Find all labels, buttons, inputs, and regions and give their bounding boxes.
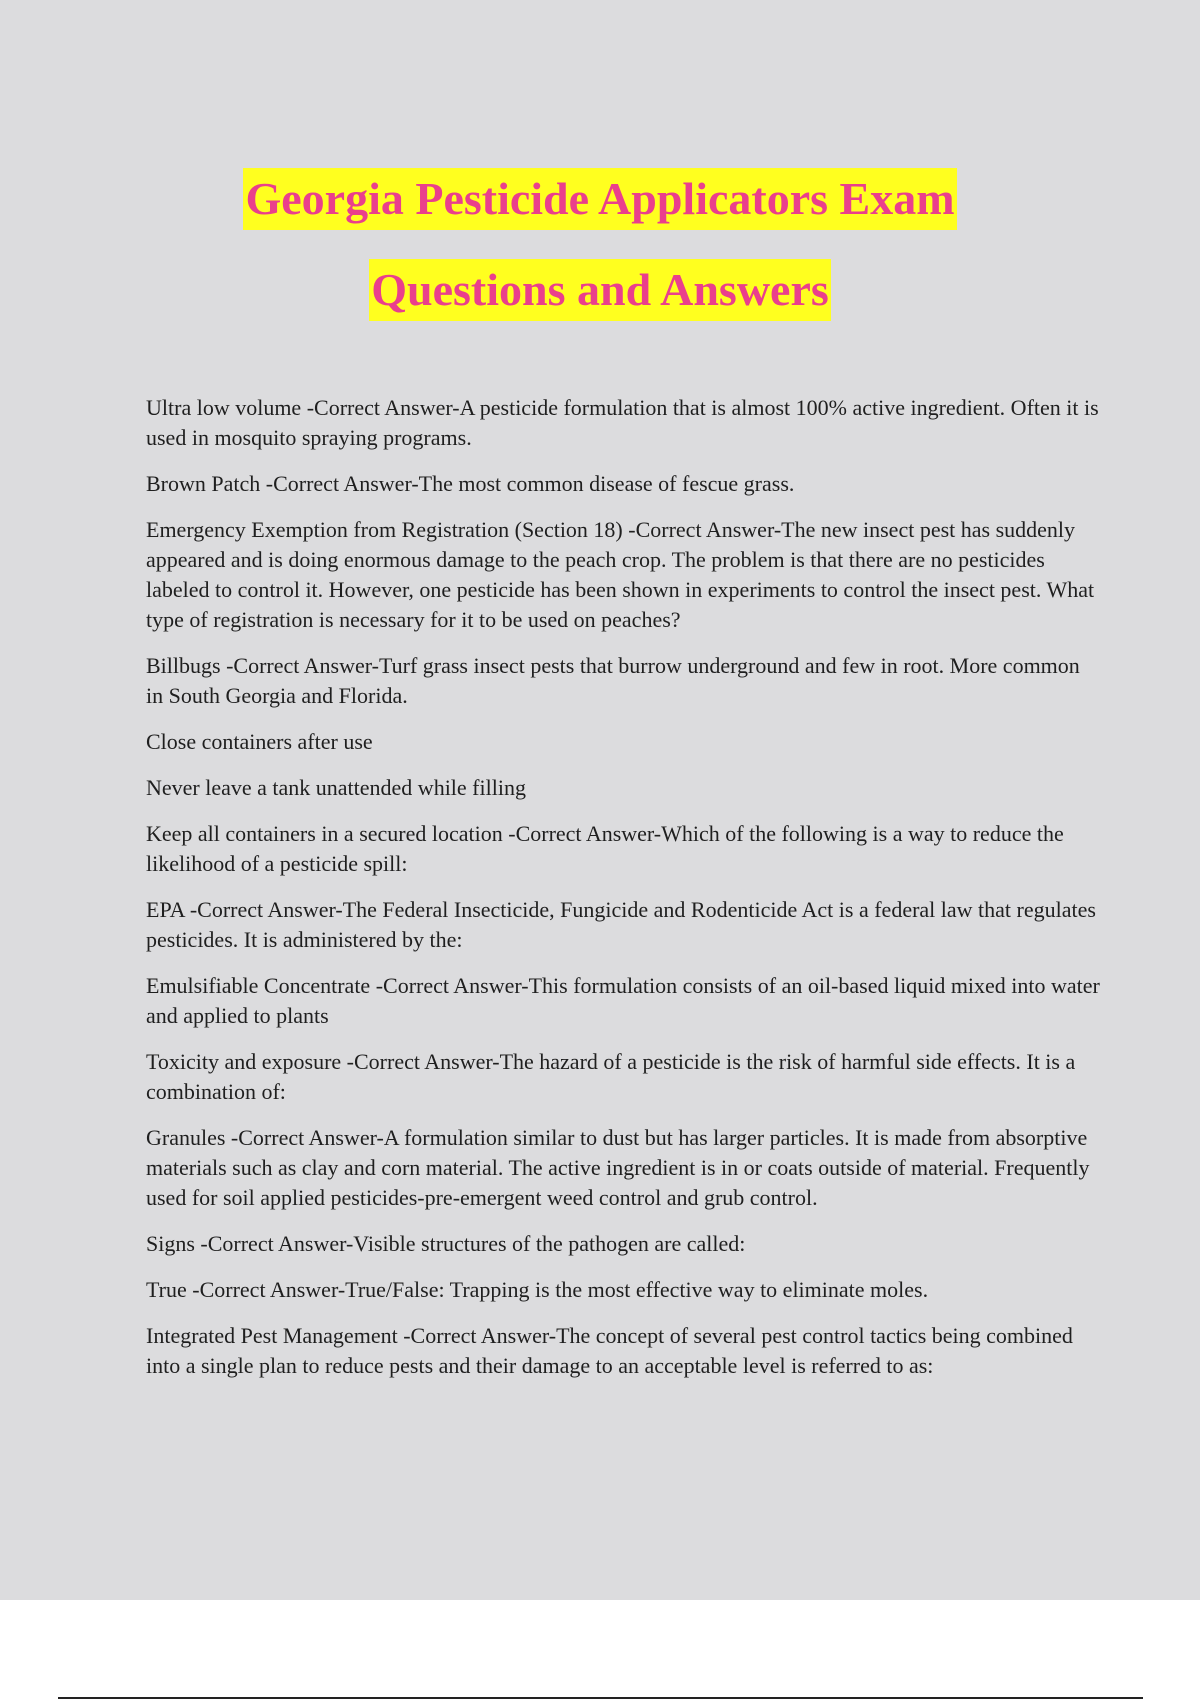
- qa-item: Emulsifiable Concentrate -Correct Answer-This formulation consists of an oil-based liquid mixed into water and applied to plants: [146, 973, 1100, 1028]
- qa-item: Integrated Pest Management -Correct Answer-The concept of several pest control tactics being combined into a single plan to reduce pests and their damage to an acceptable level is referred to as:: [146, 1323, 1073, 1378]
- qa-item: Never leave a tank unattended while filling: [146, 775, 526, 800]
- title-row-1: [0, 168, 1200, 259]
- footer-divider: [58, 1697, 1143, 1699]
- title-block: [0, 168, 1200, 350]
- qa-item: Close containers after use: [146, 729, 373, 754]
- qa-list: [146, 393, 1101, 1397]
- qa-item: Ultra low volume -Correct Answer-A pesticide formulation that is almost 100% active ingredient. Often it is used in mosquito spraying programs.: [146, 395, 1099, 450]
- qa-item: Emergency Exemption from Registration (Section 18) -Correct Answer-The new insect pest has suddenly appeared and is doing enormous damage to the peach crop. The problem is that there are no pesticides labeled to control it. However, one pesticide has been shown in experiments to control the insect pest. What type of registration is necessary for it to be used on peaches?: [146, 517, 1095, 632]
- qa-item: True -Correct Answer-True/False: Trapping is the most effective way to eliminate moles.: [146, 1277, 929, 1302]
- qa-item: Signs -Correct Answer-Visible structures of the pathogen are called:: [146, 1231, 746, 1256]
- qa-item: Granules -Correct Answer-A formulation similar to dust but has larger particles. It is made from absorptive materials such as clay and corn material. The active ingredient is in or coats outside of material. Frequently used for soil applied pesticides-pre-emergent weed control and grub control.: [146, 1125, 1090, 1210]
- qa-item: Toxicity and exposure -Correct Answer-The hazard of a pesticide is the risk of harmful side effects. It is a combination of:: [146, 1049, 1076, 1104]
- qa-item: Keep all containers in a secured location -Correct Answer-Which of the following is a way to reduce the likelihood of a pesticide spill:: [146, 821, 1064, 876]
- page-title-line-2: Questions and Answers: [369, 259, 831, 321]
- qa-item: Billbugs -Correct Answer-Turf grass insect pests that burrow underground and few in root. More common in South Georgia and Florida.: [146, 653, 1080, 708]
- page-title-line-1: Georgia Pesticide Applicators Exam: [243, 168, 956, 230]
- title-row-2: [0, 259, 1200, 350]
- qa-item: Brown Patch -Correct Answer-The most common disease of fescue grass.: [146, 471, 795, 496]
- qa-item: EPA -Correct Answer-The Federal Insecticide, Fungicide and Rodenticide Act is a federal law that regulates pesticides. It is administered by the:: [146, 897, 1096, 952]
